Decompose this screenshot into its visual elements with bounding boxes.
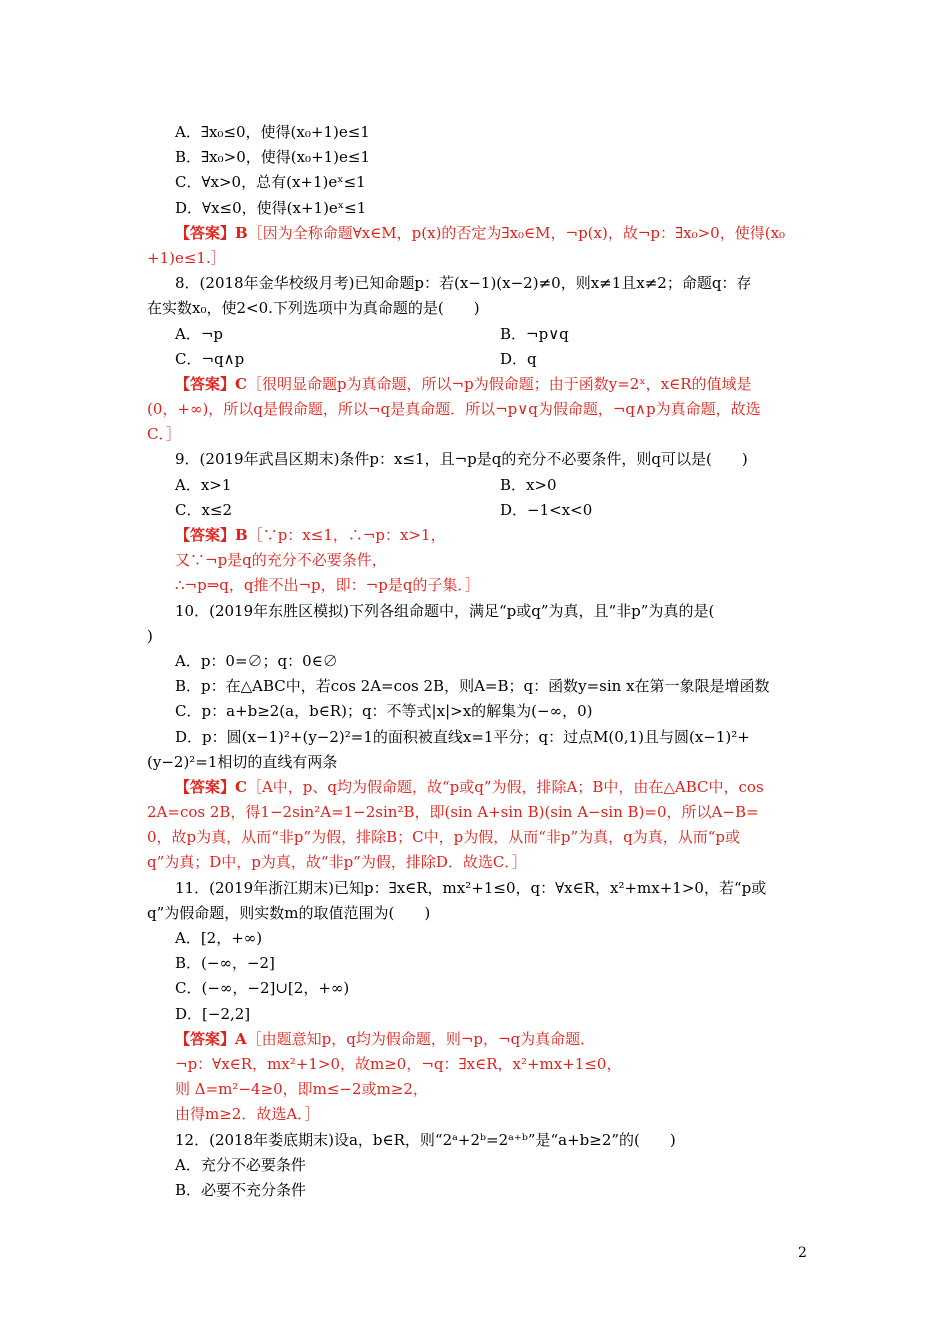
q8-answer (147, 372, 812, 397)
q9-option-b: B．x>0 (500, 475, 557, 494)
q9-option-a: A．x>1 (175, 475, 232, 494)
q10-option-c: C．p：a+b≥2(a，b∈R)；q：不等式|x|>x的解集为(−∞，0) (175, 702, 593, 721)
page-content (147, 120, 812, 1203)
q10-stem: 10．(2019年东胜区模拟)下列各组命题中，满足“p或q”为真，且“非p”为真的是( (175, 601, 715, 620)
q9-options-row-1 (147, 473, 812, 498)
q11-answer-cont-1: ¬p：∀x∈R，mx²+1>0，故m≥0，¬q：∃x∈R，x²+mx+1≤0， (175, 1054, 622, 1073)
answer-tag: 【答案】C (175, 777, 247, 796)
q7-option-c: C．∀x>0，总有(x+1)eˣ≤1 (175, 173, 366, 192)
q9-options-row-2 (147, 498, 812, 523)
answer-tag: 【答案】B (175, 526, 248, 544)
q11-answer-cont-2: 则 Δ=m²−4≥0，即m≤−2或m≥2， (175, 1080, 428, 1099)
q10-option-d: D．p：圆(x−1)²+(y−2)²=1的面积被直线x=1平分；q：过点M(0,1)且与圆(x−1)²+ (175, 727, 750, 746)
q9-option-c: C．x≤2 (175, 500, 233, 519)
answer-text: ［由题意知p，q均为假命题，则¬p，¬q为真命题． (246, 1029, 596, 1048)
q10-answer (147, 775, 812, 800)
q8-option-d: D．q (500, 349, 537, 368)
answer-tag: 【答案】C (175, 374, 247, 393)
answer-text: ［因为全称命题∀x∈M，p(x)的否定为∃x₀∈M，¬p(x)，故¬p：∃x₀>0，使得(x₀ (247, 223, 786, 242)
q9-answer (147, 523, 812, 548)
q10-answer-cont-2: 0，故p为真，从而“非p”为假，排除B；C中，p为假，从而“非p”为真，q为真，从而“p或 (147, 828, 741, 847)
answer-text: ［A中，p、q均为假命题，故“p或q”为假，排除A；B中，由在△ABC中，cos (246, 777, 764, 796)
q10-option-a: A．p：0=∅；q：0∈∅ (175, 651, 338, 670)
q11-option-a: A．[2，+∞) (175, 929, 263, 947)
q8-options-row-2 (147, 347, 812, 372)
q7-answer-cont: +1)e≤1.］ (147, 248, 226, 267)
q11-answer-cont-3: 由得m≥2．故选A．］ (175, 1105, 320, 1124)
q11-answer (147, 1027, 812, 1052)
q11-stem-cont: q”为假命题，则实数m的取值范围为( ) (147, 903, 431, 922)
q8-options-row-1 (147, 322, 812, 347)
q10-stem-cont: ) (147, 626, 153, 645)
q7-option-b: B．∃x₀>0，使得(x₀+1)e≤1 (175, 148, 371, 167)
page-number: 2 (798, 1245, 807, 1261)
q8-stem-cont: 在实数x₀，使2<0.下列选项中为真命题的是( ) (147, 299, 480, 318)
q10-answer-cont-1: 2A=cos 2B，得1−2sin²A=1−2sin²B，即(sin A+sin B)(sin A−sin B)=0，所以A−B= (147, 803, 759, 822)
q8-stem: 8．(2018年金华校级月考)已知命题p：若(x−1)(x−2)≠0，则x≠1且x≠2；命题q：存 (175, 274, 752, 293)
q12-option-a: A．充分不必要条件 (175, 1155, 306, 1174)
q9-option-d: D．−1<x<0 (500, 500, 593, 519)
q10-answer-cont-3: q”为真；D中，p为真，故“非p”为假，排除D．故选C．］ (147, 853, 527, 872)
answer-text: ［很明显命题p为真命题，所以¬p为假命题；由于函数y=2ˣ，x∈R的值域是 (246, 374, 752, 393)
q10-option-b: B．p：在△ABC中，若cos 2A=cos 2B，则A=B；q：函数y=sin x在第一象限是增函数 (175, 677, 770, 696)
q11-option-d: D．[−2,2] (175, 1004, 251, 1023)
answer-tag: 【答案】B (175, 223, 248, 242)
q9-answer-cont-1: 又∵¬p是q的充分不必要条件， (175, 551, 387, 570)
q7-answer (147, 221, 812, 246)
q9-answer-cont-2: ∴¬p⇒q，q推不出¬p，即：¬p是q的子集．］ (175, 576, 480, 595)
q7-option-d: D．∀x≤0，使得(x+1)eˣ≤1 (175, 198, 367, 217)
q11-stem: 11．(2019年浙江期末)已知p：∃x∈R，mx²+1≤0，q：∀x∈R，x²+mx+1>0，若“p或 (175, 878, 767, 897)
q10-option-d-cont: (y−2)²=1相切的直线有两条 (147, 752, 338, 771)
q9-stem: 9．(2019年武昌区期末)条件p：x≤1，且¬p是q的充分不必要条件，则q可以是( ) (175, 450, 748, 469)
q11-option-b: B．(−∞，−2] (175, 954, 275, 973)
q8-option-c: C．¬q∧p (175, 349, 245, 368)
q8-answer-cont-1: (0，+∞)，所以q是假命题，所以¬q是真命题．所以¬p∨q为假命题，¬q∧p为真命题，故选 (147, 400, 761, 419)
q11-option-c: C．(−∞，−2]∪[2，+∞) (175, 979, 350, 998)
q12-stem: 12．(2018年娄底期末)设a，b∈R，则“2ᵃ+2ᵇ=2ᵃ⁺ᵇ”是“a+b≥2”的( ) (175, 1130, 676, 1149)
q8-option-a: A．¬p (175, 324, 224, 343)
q7-option-a: A．∃x₀≤0，使得(x₀+1)e≤1 (175, 123, 370, 141)
answer-text: ［∵p：x≤1，∴¬p：x>1， (247, 526, 446, 544)
q12-option-b: B．必要不充分条件 (175, 1180, 307, 1199)
answer-tag: 【答案】A (175, 1029, 247, 1048)
q8-answer-cont-2: C．］ (147, 425, 181, 444)
q8-option-b: B．¬p∨q (500, 324, 569, 343)
